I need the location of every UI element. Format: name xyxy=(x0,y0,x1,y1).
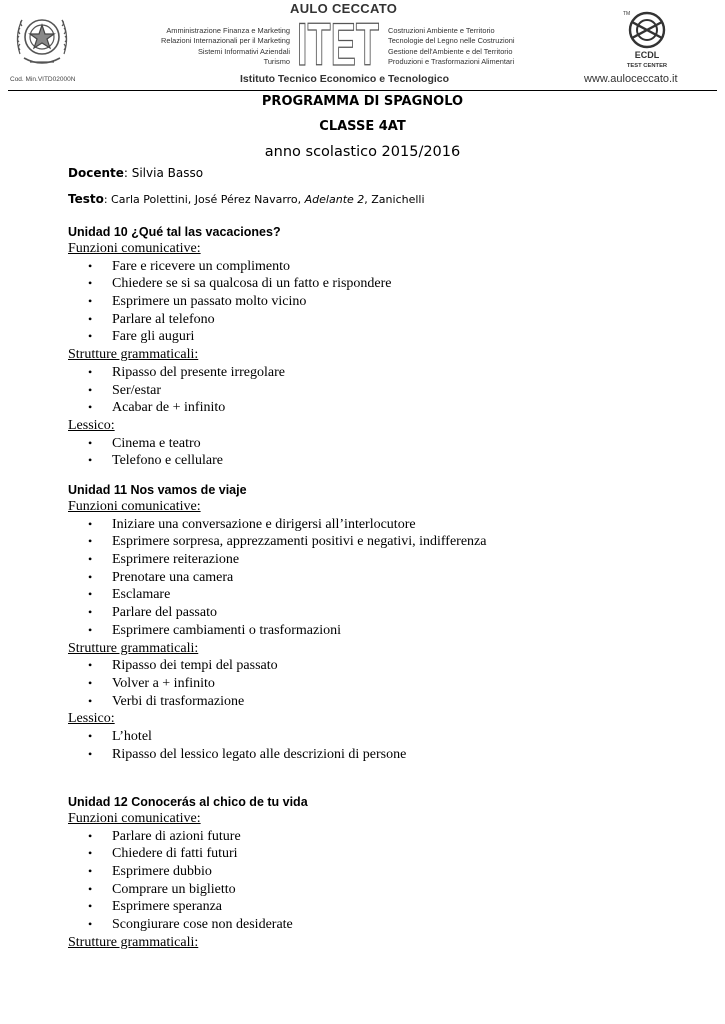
course-item: Costruzioni Ambiente e Territorio xyxy=(388,26,495,35)
unit-11 xyxy=(68,482,708,763)
course-item: Tecnologie del Legno nelle Costruzioni xyxy=(388,36,515,46)
list-item: • Prenotare una camera xyxy=(88,569,234,585)
bullet-icon: • xyxy=(88,587,93,602)
section-label: Strutture grammaticali: xyxy=(68,640,199,656)
list-item: • Scongiurare cose non desiderate xyxy=(88,917,293,933)
textbook-title: Adelante 2 xyxy=(304,193,365,206)
document-title: PROGRAMMA DI SPAGNOLO xyxy=(261,94,464,109)
header-divider xyxy=(8,90,717,91)
bullet-icon: • xyxy=(88,693,93,708)
bullet-icon: • xyxy=(88,881,93,896)
section-label: Lessico: xyxy=(68,711,115,727)
item-list xyxy=(68,828,708,934)
bullet-icon: • xyxy=(88,728,93,743)
list-item: • Ripasso dei tempi del passato xyxy=(88,658,278,674)
bullet-icon: • xyxy=(88,917,93,932)
list-item: • Esprimere sorpresa, apprezzamenti positivi e negativi, indifferenza xyxy=(88,534,487,550)
item-list xyxy=(68,364,708,417)
bullet-icon: • xyxy=(88,382,93,397)
list-item: • Fare e ricevere un complimento xyxy=(88,258,291,274)
bullet-icon: • xyxy=(88,258,93,273)
textbook-line xyxy=(68,192,425,206)
bullet-icon: • xyxy=(88,311,93,326)
bullet-icon: • xyxy=(88,569,93,584)
teacher-label: Docente xyxy=(68,166,124,180)
list-item: • Esprimere speranza xyxy=(88,899,222,915)
unit-title: Unidad 11 Nos vamos de viaje xyxy=(68,483,247,497)
item-list xyxy=(68,728,708,763)
bullet-icon: • xyxy=(88,276,93,291)
italian-republic-emblem-icon xyxy=(10,6,74,74)
section-label: Funzioni comunicative: xyxy=(68,811,201,826)
bullet-icon: • xyxy=(88,435,93,450)
ecdl-test-center-logo xyxy=(620,8,674,70)
bullet-icon: • xyxy=(88,864,93,879)
school-name: AULO CECCATO xyxy=(290,1,398,16)
bullet-icon: • xyxy=(88,622,93,637)
website-link[interactable]: www.auloceccato.it xyxy=(584,73,678,85)
list-item: • Ripasso del lessico legato alle descrizioni di persone xyxy=(88,746,407,762)
textbook-publisher: , Zanichelli xyxy=(364,193,425,206)
list-item: • Esprimere un passato molto vicino xyxy=(88,294,307,310)
section-label: Funzioni comunicative: xyxy=(68,241,201,256)
course-item: Gestione dell'Ambiente e del Territorio xyxy=(388,46,513,56)
list-item: • Parlare al telefono xyxy=(88,311,215,327)
bullet-icon: • xyxy=(88,534,93,549)
list-item: • Chiedere se si sa qualcosa di un fatto e rispondere xyxy=(88,276,392,292)
unit-title: Unidad 10 ¿Qué tal las vacaciones? xyxy=(68,225,281,239)
unit-12 xyxy=(68,794,708,952)
list-item: • Esprimere reiterazione xyxy=(88,552,240,568)
bullet-icon: • xyxy=(88,746,93,761)
list-item: • Esclamare xyxy=(88,587,171,603)
list-item: • Comprare un biglietto xyxy=(88,881,236,897)
itet-logo xyxy=(296,19,380,69)
bullet-icon: • xyxy=(88,329,93,344)
course-item: Sistemi Informativi Aziendali xyxy=(197,46,290,56)
class-title: CLASSE 4AT xyxy=(319,119,406,134)
itet-logo-text: ITET xyxy=(297,19,379,69)
teacher-line xyxy=(68,166,203,180)
ecdl-sub: TEST CENTER xyxy=(626,63,668,69)
course-item: Produzioni e Trasformazioni Alimentari xyxy=(388,56,515,66)
unit-title: Unidad 12 Conocerás al chico de tu vida xyxy=(68,795,308,809)
bullet-icon: • xyxy=(88,658,93,673)
bullet-icon: • xyxy=(88,899,93,914)
textbook-authors: : Carla Polettini, José Pérez Navarro, xyxy=(103,193,305,206)
ministry-code: Cod. Min.VITD02000N xyxy=(10,76,76,83)
section-label: Lessico: xyxy=(68,417,115,433)
bullet-icon: • xyxy=(88,552,93,567)
course-item: Amministrazione Finanza e Marketing xyxy=(166,26,290,35)
bullet-icon: • xyxy=(88,675,93,690)
item-list xyxy=(68,516,708,640)
item-list xyxy=(68,435,708,470)
list-item: • Esprimere cambiamenti o trasformazioni xyxy=(88,622,341,638)
ecdl-tm: TM xyxy=(623,11,631,17)
list-item: • Cinema e teatro xyxy=(88,435,201,451)
institute-name: Istituto Tecnico Economico e Tecnologico xyxy=(240,73,450,85)
list-item: • Telefono e cellulare xyxy=(88,453,223,469)
list-item: • Parlare di azioni future xyxy=(88,828,241,844)
item-list xyxy=(68,657,708,710)
bullet-icon: • xyxy=(88,364,93,379)
item-list xyxy=(68,258,708,346)
list-item: • Fare gli auguri xyxy=(88,329,195,345)
bullet-icon: • xyxy=(88,516,93,531)
bullet-icon: • xyxy=(88,453,93,468)
list-item: • Ser/estar xyxy=(88,382,161,398)
section-label: Strutture grammaticali: xyxy=(68,934,199,950)
bullet-icon: • xyxy=(88,294,93,309)
bullet-icon: • xyxy=(88,846,93,861)
bullet-icon: • xyxy=(88,605,93,620)
list-item: • Verbi di trasformazione xyxy=(88,693,245,709)
textbook-label: Testo xyxy=(68,192,104,206)
unit-10 xyxy=(68,224,708,470)
teacher-value: : Silvia Basso xyxy=(123,166,204,180)
course-item: Relazioni Internazionali per il Marketing xyxy=(161,36,290,46)
course-item: Turismo xyxy=(263,56,290,66)
left-courses-list xyxy=(118,26,290,67)
bullet-icon: • xyxy=(88,828,93,843)
list-item: • Acabar de + infinito xyxy=(88,400,226,416)
list-item: • Ripasso del presente irregolare xyxy=(88,364,285,380)
school-year: anno scolastico 2015/2016 xyxy=(264,144,461,160)
list-item: • Volver a + infinito xyxy=(88,675,215,691)
list-item: • Iniziare una conversazione e dirigersi all’interlocutore xyxy=(88,516,416,532)
letterhead xyxy=(0,0,725,92)
list-item: • Chiedere di fatti futuri xyxy=(88,846,238,862)
list-item: • Parlare del passato xyxy=(88,605,217,621)
ecdl-label: ECDL xyxy=(634,50,660,60)
list-item: • L’hotel xyxy=(88,728,152,744)
section-label: Funzioni comunicative: xyxy=(68,499,201,514)
section-label: Strutture grammaticali: xyxy=(68,347,199,363)
right-courses-list xyxy=(388,26,588,67)
list-item: • Esprimere dubbio xyxy=(88,864,212,880)
bullet-icon: • xyxy=(88,400,93,415)
